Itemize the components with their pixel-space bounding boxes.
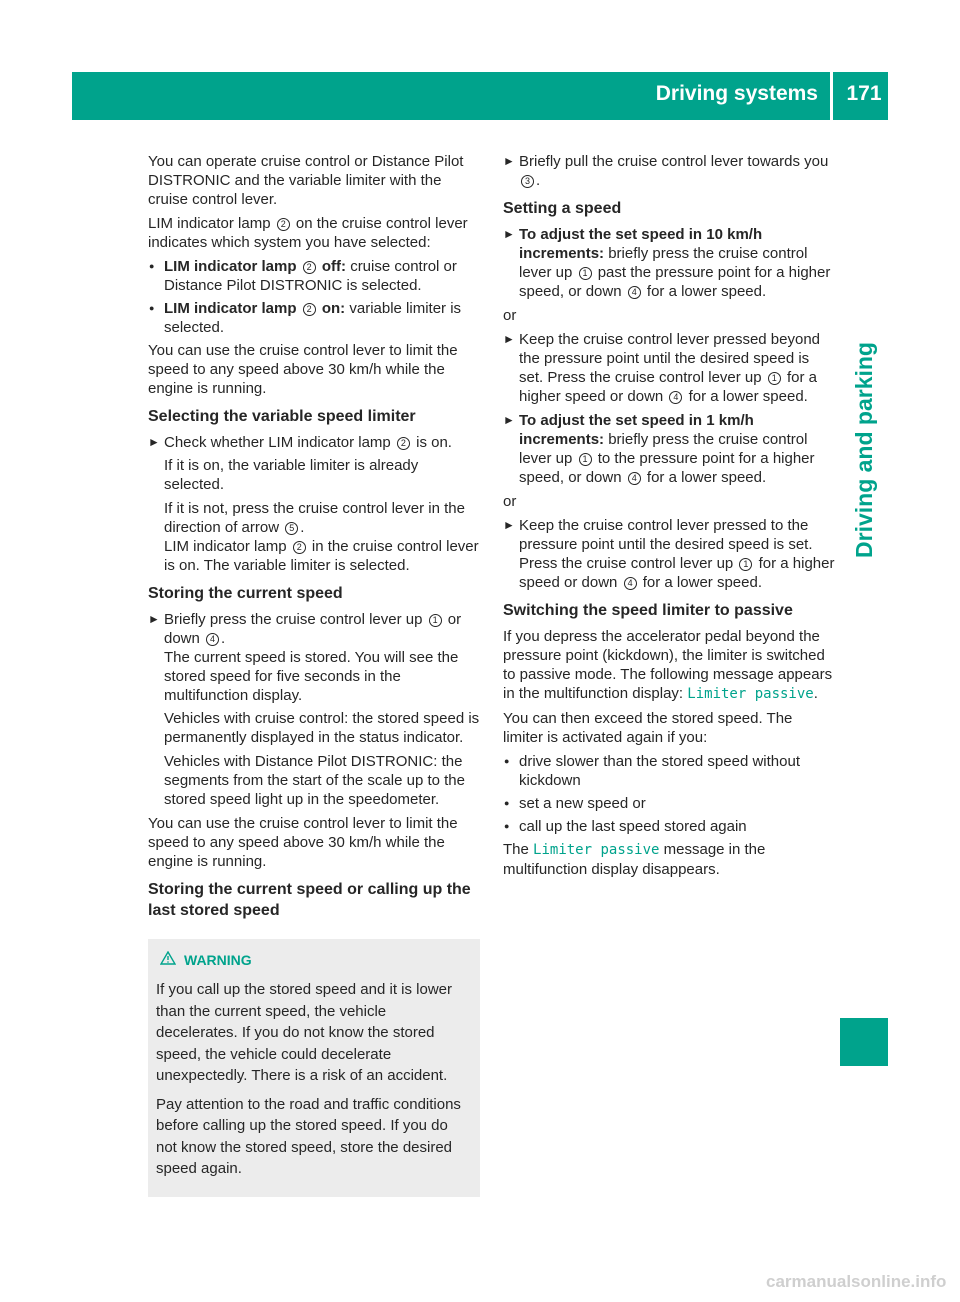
warning-text: Pay attention to the road and traffic conditions before calling up the stored speed. If you do not know the stored speed, store the desired speed again. [156, 1095, 461, 1177]
callout-4: 4 [628, 286, 641, 299]
callout-3: 3 [521, 175, 534, 188]
warning-box [148, 939, 480, 1197]
step-store-speed: ► Briefly press the cruise control lever up 1 or down 4 . The current speed is stored. You will see the stored speed for five seconds in the multifunction display. Vehicles with cruise control: the stored speed is permanently displayed in the status indicator. Vehicles with Distance Pilot DISTRONIC: the segments from the start of the scale up to the stored speed light up in the speedometer. [148, 611, 480, 808]
step-note: If it is on, the variable limiter is already selected. [164, 457, 419, 493]
step-keep-pressed-beyond: ► Keep the cruise control lever pressed beyond the pressure point until the desired speed is set. Press the cruise control lever up 1 for a higher speed or down 4 for a lower speed. [503, 331, 821, 405]
watermark: carmanualsonline.info [766, 1272, 947, 1291]
header-divider [830, 72, 833, 120]
page-number: 171 [846, 82, 882, 105]
step-note: Vehicles with cruise control: the stored speed is permanently displayed in the status indicator. [164, 710, 480, 746]
callout-2: 2 [303, 303, 316, 316]
step-keep-pressed-to: ► Keep the cruise control lever pressed to the pressure point until the desired speed is set. Press the cruise control lever up 1 for a higher speed or down 4 for a lower speed. [503, 517, 835, 591]
heading-store-speed: Storing the current speed [148, 585, 343, 602]
side-tab-marker [840, 1018, 888, 1066]
callout-2: 2 [277, 218, 290, 231]
reactivate-paragraph: You can then exceed the stored speed. The limiter is activated again if you: [503, 710, 793, 746]
list-item: ● call up the last speed stored again [503, 817, 835, 836]
heading-setting-speed: Setting a speed [503, 200, 622, 217]
callout-1: 1 [739, 558, 752, 571]
step-adjust-10: ► To adjust the set speed in 10 km/h increments: briefly press the cruise control lever up 1 past the pressure point for a higher speed, or down 4 for a lower speed. [503, 226, 831, 300]
step-arrow-icon: ► [148, 435, 160, 449]
speed-limit-paragraph: You can use the cruise control lever to limit the speed to any speed above 30 km/h while the engine is running. [148, 342, 458, 397]
callout-4: 4 [624, 577, 637, 590]
callout-4: 4 [628, 472, 641, 485]
callout-5: 5 [285, 522, 298, 535]
heading-store-or-call: Storing the current speed or calling up the last stored speed [148, 881, 471, 919]
warning-text: If you call up the stored speed and it is lower than the current speed, the vehicle decelerates. If you do not know the stored speed, the vehicle could decelerate unexpectedly. There is a risk of an accident. [156, 981, 453, 1084]
intro-paragraph: You can operate cruise control or Distance Pilot DISTRONIC and the variable limiter with the cruise control lever. [148, 153, 464, 208]
step-arrow-icon: ► [503, 154, 515, 168]
warning-title: WARNING [184, 952, 252, 968]
callout-1: 1 [429, 614, 442, 627]
passive-paragraph: If you depress the accelerator pedal beyond the pressure point (kickdown), the limiter is switched to passive mode. The following message appears in the multifunction display: Limiter passive. [503, 628, 833, 702]
list-item: ● LIM indicator lamp 2 on: variable limiter is selected. [148, 299, 480, 337]
step-pull-lever: ► Briefly pull the cruise control lever towards you 3 . [503, 153, 829, 189]
step-arrow-icon: ► [503, 332, 515, 346]
display-message: Limiter passive [533, 842, 660, 858]
step-arrow-icon: ► [503, 518, 515, 532]
callout-4: 4 [206, 633, 219, 646]
step-check-lamp: ► Check whether LIM indicator lamp 2 is on. If it is on, the variable limiter is already selected. If it is not, press the cruise control lever in the direction of arrow 5 . LIM indicator lamp 2 in the cruise control lever is on. The variable limiter is selected. [148, 434, 479, 574]
speed-limit-paragraph: You can use the cruise control lever to limit the speed to any speed above 30 km/h while the engine is running. [148, 815, 458, 870]
step-adjust-1: ► To adjust the set speed in 1 km/h increments: briefly press the cruise control lever up 1 to the pressure point for a higher speed, or down 4 for a lower speed. [503, 412, 815, 486]
side-tab [840, 300, 888, 600]
or-text: or [503, 307, 517, 324]
warning-header [156, 951, 472, 970]
left-column [148, 152, 480, 1197]
lim-paragraph: LIM indicator lamp 2 on the cruise control lever indicates which system you have selected: [148, 215, 468, 251]
reactivate-bullet-list [503, 752, 835, 836]
display-message: Limiter passive [687, 686, 814, 702]
step-note: If it is not, press the cruise control lever in the direction of arrow 5 . LIM indicator lamp 2 in the cruise control lever is on. The variable limiter is selected. [164, 500, 479, 574]
list-item: ● set a new speed or [503, 794, 835, 813]
or-text: or [503, 493, 517, 510]
list-item: ● drive slower than the stored speed without kickdown [503, 752, 835, 790]
callout-1: 1 [579, 267, 592, 280]
callout-1: 1 [579, 453, 592, 466]
heading-select-limiter: Selecting the variable speed limiter [148, 408, 416, 425]
callout-4: 4 [669, 391, 682, 404]
step-arrow-icon: ► [503, 227, 515, 241]
callout-2: 2 [293, 541, 306, 554]
list-item: ● LIM indicator lamp 2 off: cruise control or Distance Pilot DISTRONIC is selected. [148, 257, 480, 295]
step-arrow-icon: ► [503, 413, 515, 427]
heading-limiter-passive: Switching the speed limiter to passive [503, 602, 793, 619]
section-title: Driving systems [655, 82, 818, 105]
step-note: Vehicles with Distance Pilot DISTRONIC: the segments from the start of the scale up to the stored speed light up in the speedometer. [164, 753, 465, 808]
side-tab-label: Driving and parking [851, 342, 877, 558]
callout-1: 1 [768, 372, 781, 385]
callout-2: 2 [397, 437, 410, 450]
disappears-paragraph: The Limiter passive message in the multifunction display disappears. [503, 841, 766, 878]
warning-triangle-icon [160, 951, 178, 970]
right-column [503, 152, 835, 884]
callout-2: 2 [303, 261, 316, 274]
step-arrow-icon: ► [148, 612, 160, 626]
lim-bullet-list [148, 257, 480, 337]
